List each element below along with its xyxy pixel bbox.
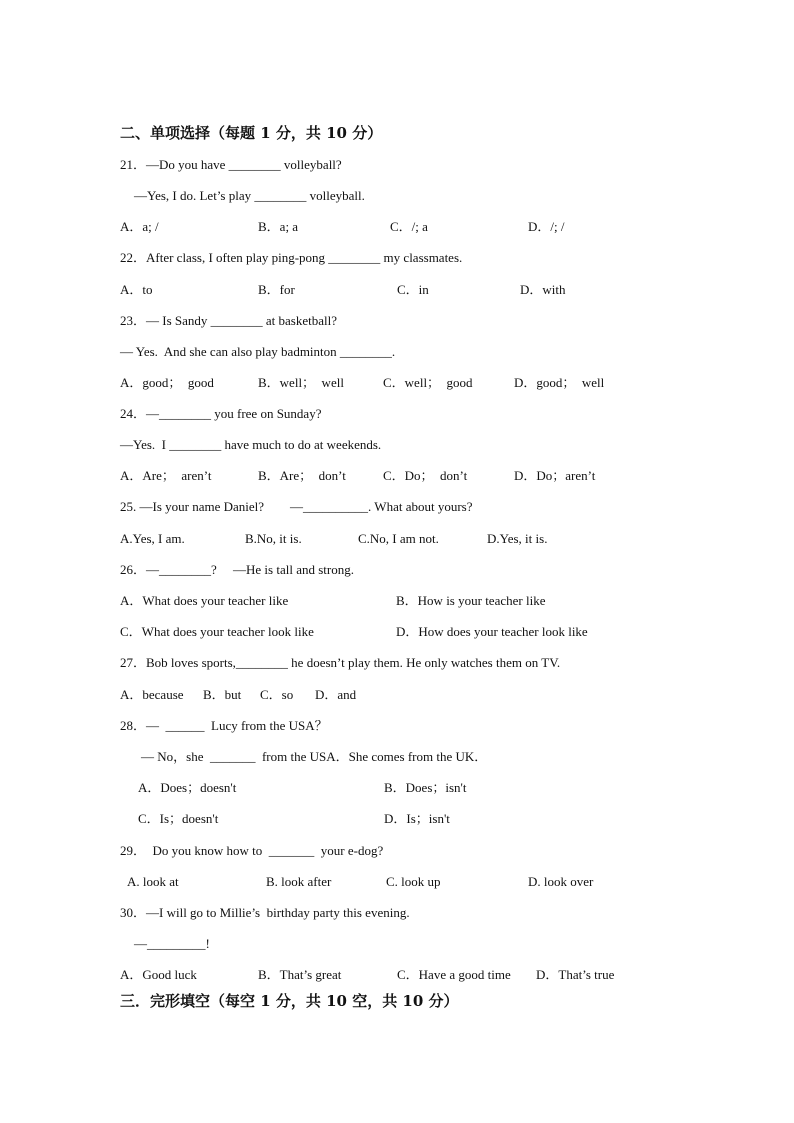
option-a: A．Does；doesn't — [138, 780, 237, 795]
option-d: D．/; / — [528, 219, 565, 234]
option-b: B．a; a — [258, 219, 299, 234]
option-c: C．well； good — [383, 375, 473, 390]
option-c: C．/; a — [390, 219, 428, 234]
option-c: C．Do； don’t — [383, 468, 468, 483]
option-c: C. look up — [386, 874, 441, 889]
option-b: B．That’s great — [258, 967, 342, 982]
option-b: B．for — [258, 282, 295, 297]
option-d: D．with — [520, 282, 566, 297]
question-response: —Yes, I do. Let’s play ________ volleyball. — [134, 188, 365, 203]
option-d: D．Is；isn't — [384, 811, 450, 826]
question-response: —Yes. I ________ have much to do at weekends. — [120, 437, 382, 452]
option-c: C．so — [260, 687, 294, 702]
option-c: C．Have a good time — [397, 967, 511, 982]
option-d: D．That’s true — [536, 967, 615, 982]
option-d: D.Yes, it is. — [487, 531, 548, 546]
option-b: B．How is your teacher like — [396, 593, 546, 608]
option-a: A. look at — [127, 874, 179, 889]
question-stem: 21．—Do you have ________ volleyball? — [120, 157, 342, 172]
option-b: B．Are； don’t — [258, 468, 346, 483]
question-stem: 26．—________? —He is tall and strong. — [120, 562, 354, 577]
question-response: — No，she _______ from the USA．She comes from the UK． — [141, 749, 488, 764]
question-response: — Yes. And she can also play badminton ________. — [120, 344, 396, 359]
question-stem: 30．—I will go to Millie’s birthday party this evening. — [120, 905, 410, 920]
option-c: C.No, I am not. — [358, 531, 439, 546]
option-b: B．but — [203, 687, 242, 702]
option-a: A．Are； aren’t — [120, 468, 212, 483]
question-stem: 25. —Is your name Daniel? —__________. What about yours? — [120, 499, 473, 514]
option-c: C．Is；doesn't — [138, 811, 219, 826]
section-2-title: 二、单项选择（每题 1 分，共 10 分） — [120, 124, 383, 142]
section-3-title: 三．完形填空（每空 1 分，共 10 空，共 10 分） — [120, 992, 459, 1010]
option-c: C．in — [397, 282, 429, 297]
option-b: B. look after — [266, 874, 332, 889]
option-a: A．because — [120, 687, 184, 702]
option-d: D．Do；aren’t — [514, 468, 596, 483]
option-a: A．Good luck — [120, 967, 197, 982]
option-b: B．Does；isn't — [384, 780, 467, 795]
question-response: —_________! — [134, 936, 210, 951]
option-a: A．a; / — [120, 219, 159, 234]
option-a: A．good； good — [120, 375, 214, 390]
question-stem: 29． Do you know how to _______ your e-dog? — [120, 843, 384, 858]
question-stem: 27．Bob loves sports,________ he doesn’t play them. He only watches them on TV. — [120, 655, 561, 670]
option-d: D．How does your teacher look like — [396, 624, 588, 639]
question-stem: 22．After class, I often play ping-pong ________ my classmates. — [120, 250, 463, 265]
option-d: D．good； well — [514, 375, 605, 390]
option-a: A．What does your teacher like — [120, 593, 289, 608]
option-c: C．What does your teacher look like — [120, 624, 314, 639]
option-a: A．to — [120, 282, 153, 297]
option-a: A.Yes, I am. — [120, 531, 185, 546]
option-d: D．and — [315, 687, 357, 702]
option-b: B．well； well — [258, 375, 344, 390]
question-stem: 28．— ______ Lucy from the USA？ — [120, 718, 328, 733]
question-stem: 24．—________ you free on Sunday? — [120, 406, 322, 421]
question-stem: 23．— Is Sandy ________ at basketball? — [120, 313, 337, 328]
option-d: D. look over — [528, 874, 594, 889]
option-b: B.No, it is. — [245, 531, 302, 546]
